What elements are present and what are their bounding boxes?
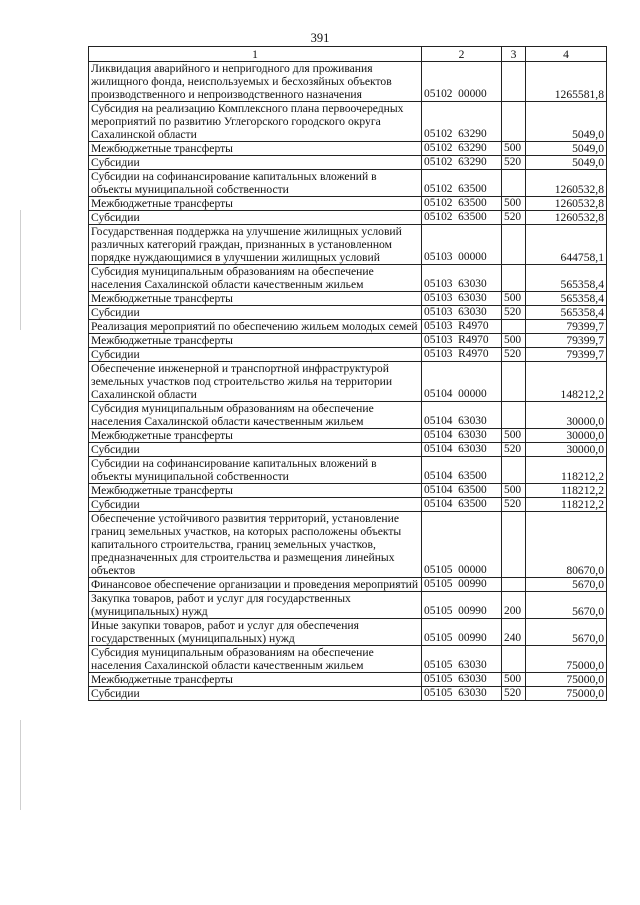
row-sum-cell: 30000,0 [526, 443, 607, 457]
row-type-cell [502, 512, 526, 578]
budget-table [88, 46, 607, 701]
row-type-cell: 520 [502, 156, 526, 170]
row-sum-cell: 118212,2 [526, 457, 607, 484]
row-type-cell: 520 [502, 498, 526, 512]
row-code-cell: 05104 63030 [422, 429, 502, 443]
row-code-cell: 05103 R4970 [422, 320, 502, 334]
row-type-cell: 520 [502, 443, 526, 457]
row-type-cell: 500 [502, 673, 526, 687]
table-row [89, 687, 607, 701]
row-name-cell: Межбюджетные трансферты [89, 142, 422, 156]
row-name-cell: Государственная поддержка на улучшение жилищных условий различных категорий граждан, признанных в установленном порядке нуждающимися в улучшении жилищных условий [89, 225, 422, 265]
table-row [89, 443, 607, 457]
row-code-cell: 05105 63030 [422, 646, 502, 673]
table-row [89, 498, 607, 512]
row-sum-cell: 1265581,8 [526, 62, 607, 102]
row-sum-cell: 5670,0 [526, 619, 607, 646]
row-sum-cell: 1260532,8 [526, 211, 607, 225]
row-type-cell [502, 170, 526, 197]
row-type-cell [502, 402, 526, 429]
row-sum-cell: 565358,4 [526, 265, 607, 292]
column-header: 4 [526, 47, 607, 62]
row-code-cell: 05105 00990 [422, 619, 502, 646]
row-code-cell: 05102 00000 [422, 62, 502, 102]
row-name-cell: Межбюджетные трансферты [89, 429, 422, 443]
table-row [89, 306, 607, 320]
row-type-cell [502, 578, 526, 592]
table-row [89, 362, 607, 402]
table-row [89, 265, 607, 292]
table-row [89, 102, 607, 142]
row-name-cell: Субсидии [89, 498, 422, 512]
row-name-cell: Межбюджетные трансферты [89, 484, 422, 498]
row-name-cell: Субсидии [89, 687, 422, 701]
row-code-cell: 05105 00990 [422, 578, 502, 592]
header-row [89, 47, 607, 62]
row-sum-cell: 148212,2 [526, 362, 607, 402]
table-row [89, 170, 607, 197]
row-code-cell: 05102 63500 [422, 211, 502, 225]
row-code-cell: 05103 63030 [422, 306, 502, 320]
row-sum-cell: 5670,0 [526, 592, 607, 619]
table-row [89, 429, 607, 443]
row-type-cell [502, 362, 526, 402]
row-name-cell: Субсидии [89, 306, 422, 320]
row-name-cell: Субсидия муниципальным образованиям на обеспечение населения Сахалинской области качественным жильем [89, 646, 422, 673]
row-sum-cell: 79399,7 [526, 348, 607, 362]
scan-edge-mark [20, 210, 21, 330]
row-name-cell: Субсидии [89, 443, 422, 457]
table-row [89, 592, 607, 619]
row-name-cell: Субсидии на софинансирование капитальных вложений в объекты муниципальной собственности [89, 457, 422, 484]
row-name-cell: Обеспечение инженерной и транспортной инфраструктурой земельных участков под строительство жилья на территории Сахалинской области [89, 362, 422, 402]
row-code-cell: 05104 63500 [422, 498, 502, 512]
row-sum-cell: 30000,0 [526, 402, 607, 429]
row-name-cell: Субсидии [89, 211, 422, 225]
row-sum-cell: 80670,0 [526, 512, 607, 578]
row-type-cell [502, 457, 526, 484]
table-row [89, 156, 607, 170]
row-code-cell: 05104 63500 [422, 484, 502, 498]
row-type-cell: 200 [502, 592, 526, 619]
table-row [89, 197, 607, 211]
row-name-cell: Межбюджетные трансферты [89, 292, 422, 306]
table-row [89, 484, 607, 498]
row-type-cell [502, 225, 526, 265]
row-name-cell: Субсидия муниципальным образованиям на обеспечение населения Сахалинской области качественным жильем [89, 265, 422, 292]
table-row [89, 348, 607, 362]
scan-edge-mark [20, 720, 21, 810]
row-type-cell: 520 [502, 306, 526, 320]
row-sum-cell: 5670,0 [526, 578, 607, 592]
row-sum-cell: 75000,0 [526, 687, 607, 701]
column-header: 1 [89, 47, 422, 62]
row-sum-cell: 5049,0 [526, 142, 607, 156]
row-code-cell: 05104 00000 [422, 362, 502, 402]
row-type-cell [502, 646, 526, 673]
table-row [89, 646, 607, 673]
row-code-cell: 05104 63030 [422, 443, 502, 457]
row-code-cell: 05103 R4970 [422, 348, 502, 362]
row-type-cell [502, 102, 526, 142]
row-sum-cell: 5049,0 [526, 102, 607, 142]
row-code-cell: 05105 63030 [422, 687, 502, 701]
row-name-cell: Финансовое обеспечение организации и проведения мероприятий [89, 578, 422, 592]
row-code-cell: 05105 63030 [422, 673, 502, 687]
row-sum-cell: 75000,0 [526, 673, 607, 687]
row-code-cell: 05102 63290 [422, 102, 502, 142]
table-row [89, 619, 607, 646]
row-sum-cell: 644758,1 [526, 225, 607, 265]
row-sum-cell: 118212,2 [526, 484, 607, 498]
table-row [89, 402, 607, 429]
table-row [89, 512, 607, 578]
row-type-cell: 500 [502, 142, 526, 156]
row-sum-cell: 5049,0 [526, 156, 607, 170]
row-sum-cell: 1260532,8 [526, 197, 607, 211]
table-row [89, 457, 607, 484]
row-code-cell: 05102 63500 [422, 170, 502, 197]
row-code-cell: 05102 63500 [422, 197, 502, 211]
row-type-cell: 520 [502, 348, 526, 362]
row-type-cell: 520 [502, 211, 526, 225]
table-row [89, 320, 607, 334]
row-code-cell: 05102 63290 [422, 142, 502, 156]
row-name-cell: Иные закупки товаров, работ и услуг для обеспечения государственных (муниципальных) нужд [89, 619, 422, 646]
column-header: 2 [422, 47, 502, 62]
row-type-cell: 240 [502, 619, 526, 646]
row-sum-cell: 79399,7 [526, 320, 607, 334]
table-row [89, 578, 607, 592]
page-number: 391 [310, 31, 330, 45]
row-name-cell: Межбюджетные трансферты [89, 197, 422, 211]
row-code-cell: 05102 63290 [422, 156, 502, 170]
row-name-cell: Ликвидация аварийного и непригодного для проживания жилищного фонда, неиспользуемых и бесхозяйных объектов производственного и непроизводственного назначения [89, 62, 422, 102]
row-code-cell: 05103 63030 [422, 265, 502, 292]
row-sum-cell: 565358,4 [526, 306, 607, 320]
row-type-cell: 500 [502, 292, 526, 306]
row-code-cell: 05103 63030 [422, 292, 502, 306]
row-name-cell: Субсидии на софинансирование капитальных вложений в объекты муниципальной собственности [89, 170, 422, 197]
row-name-cell: Субсидии [89, 348, 422, 362]
row-type-cell: 500 [502, 484, 526, 498]
row-type-cell [502, 265, 526, 292]
row-code-cell: 05104 63500 [422, 457, 502, 484]
row-sum-cell: 1260532,8 [526, 170, 607, 197]
row-code-cell: 05104 63030 [422, 402, 502, 429]
row-code-cell: 05103 00000 [422, 225, 502, 265]
row-name-cell: Закупка товаров, работ и услуг для государственных (муниципальных) нужд [89, 592, 422, 619]
row-name-cell: Субсидия муниципальным образованиям на обеспечение населения Сахалинской области качественным жильем [89, 402, 422, 429]
table-row [89, 211, 607, 225]
row-name-cell: Реализация мероприятий по обеспечению жильем молодых семей [89, 320, 422, 334]
table-row [89, 292, 607, 306]
row-sum-cell: 30000,0 [526, 429, 607, 443]
row-type-cell: 500 [502, 334, 526, 348]
row-code-cell: 05103 R4970 [422, 334, 502, 348]
row-type-cell [502, 62, 526, 102]
table-row [89, 225, 607, 265]
table-row [89, 673, 607, 687]
row-type-cell [502, 320, 526, 334]
table-row [89, 334, 607, 348]
column-header: 3 [502, 47, 526, 62]
row-name-cell: Межбюджетные трансферты [89, 673, 422, 687]
row-code-cell: 05105 00990 [422, 592, 502, 619]
table-row [89, 142, 607, 156]
row-sum-cell: 79399,7 [526, 334, 607, 348]
row-code-cell: 05105 00000 [422, 512, 502, 578]
table-row [89, 62, 607, 102]
row-type-cell: 520 [502, 687, 526, 701]
row-sum-cell: 565358,4 [526, 292, 607, 306]
row-sum-cell: 118212,2 [526, 498, 607, 512]
row-name-cell: Субсидии [89, 156, 422, 170]
row-name-cell: Субсидия на реализацию Комплексного плана первоочередных мероприятий по развитию Углегорского городского округа Сахалинской области [89, 102, 422, 142]
row-name-cell: Межбюджетные трансферты [89, 334, 422, 348]
row-sum-cell: 75000,0 [526, 646, 607, 673]
row-type-cell: 500 [502, 197, 526, 211]
row-type-cell: 500 [502, 429, 526, 443]
row-name-cell: Обеспечение устойчивого развития территорий, установление границ земельных участков, на которых расположены объекты капитального строительства, границ земельных участков, предназначенных для строительства и размещения линейных объектов [89, 512, 422, 578]
